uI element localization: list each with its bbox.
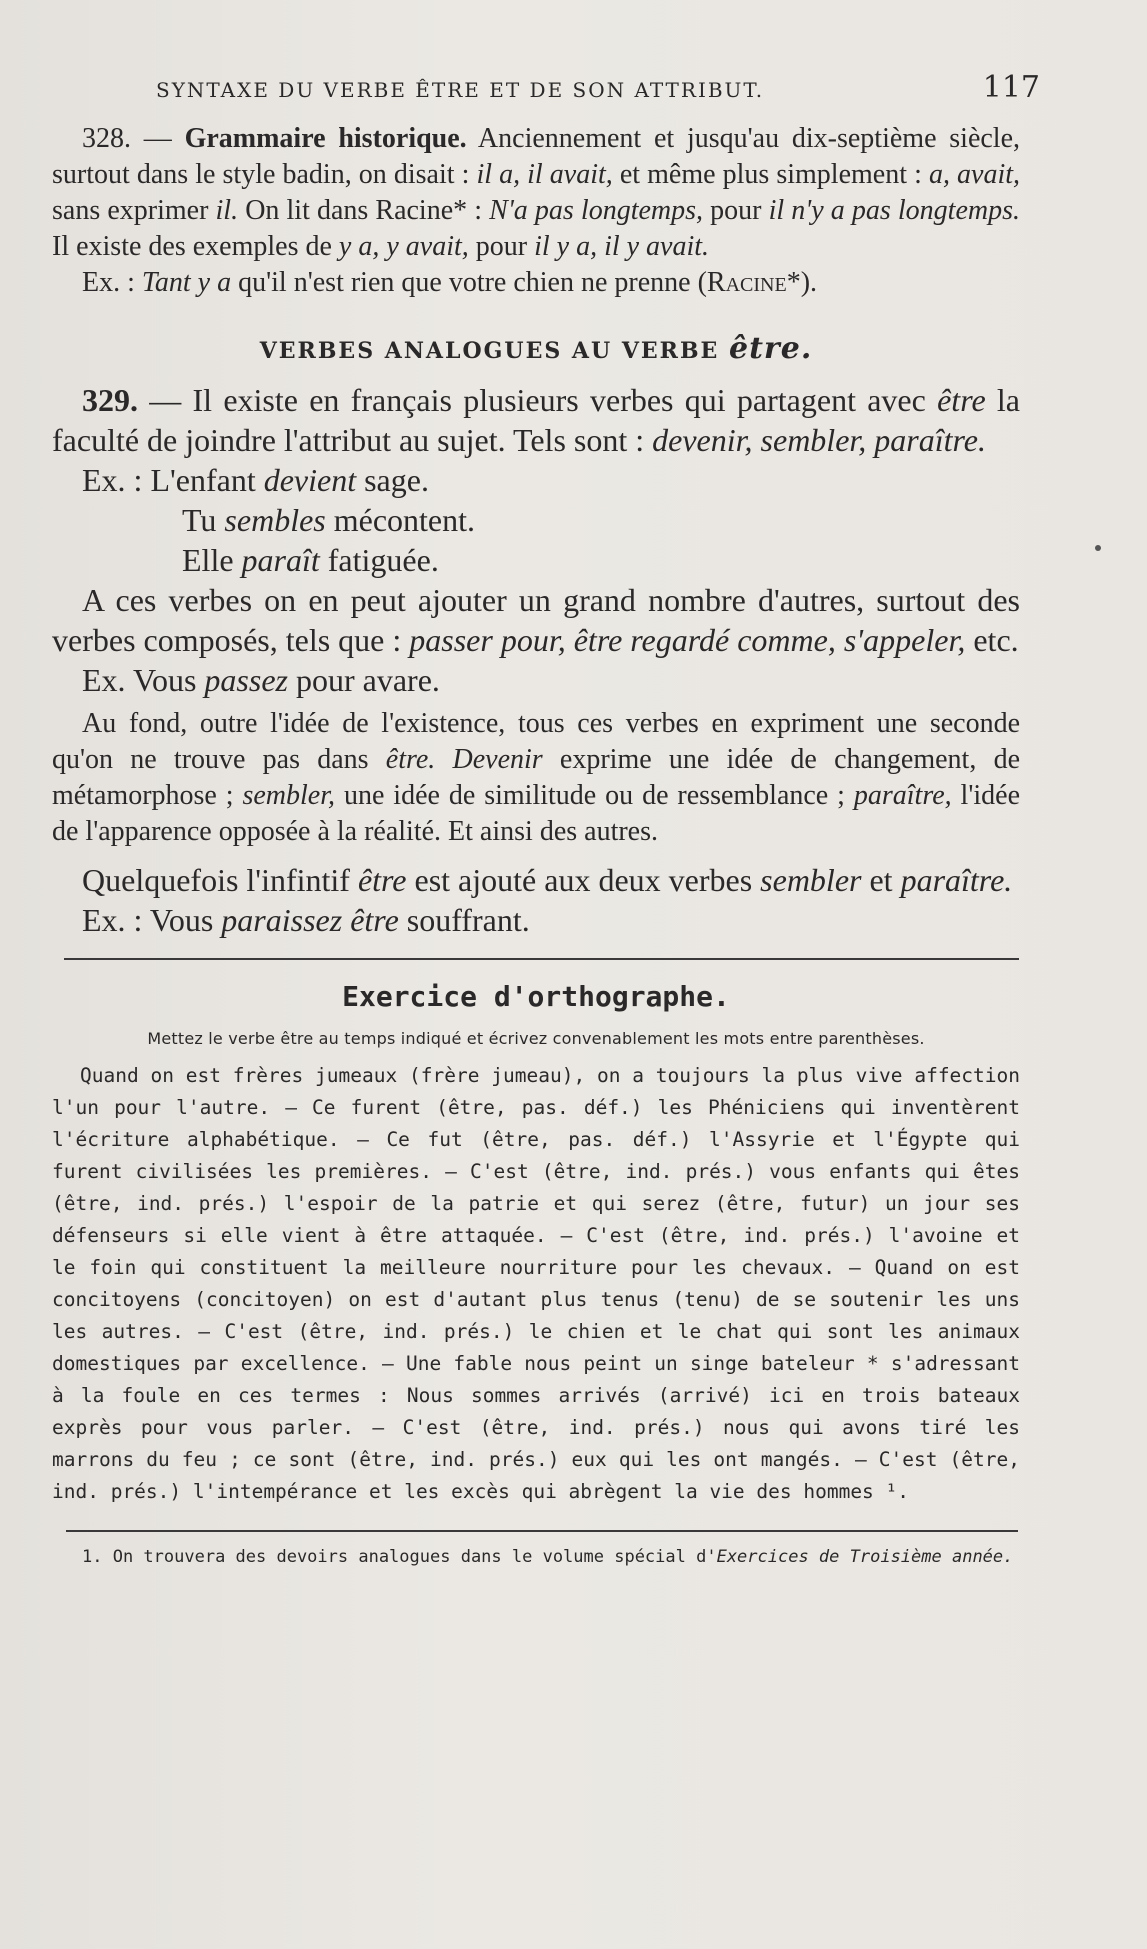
paragraph-329: 329. — Il existe en français plusieurs verbes qui partagent avec être la faculté de joindre l'attribut au sujet. Tels sont : devenir, sembler, paraître. bbox=[52, 382, 1021, 458]
ink-speck bbox=[1095, 545, 1101, 551]
exercise-instruction: Mettez le verbe être au temps indiqué et écrivez convenablement les mots entre parenthèses. bbox=[147, 1029, 925, 1048]
example-line: Elle paraît fatiguée. bbox=[182, 542, 439, 578]
footnote-divider bbox=[66, 1530, 1018, 1532]
footnote: 1. On trouvera des devoirs analogues dans le volume spécial d'Exercices de Troisième année. bbox=[82, 1547, 1014, 1567]
paragraph: A ces verbes on en peut ajouter un grand nombre d'autres, surtout des verbes composés, tels que : passer pour, être regardé comme, s'appeler, etc. bbox=[52, 582, 1020, 658]
paragraph-number: 328. bbox=[82, 123, 131, 154]
paragraph: Quelquefois l'infintif être est ajouté aux deux verbes sembler et paraître. bbox=[82, 862, 1013, 898]
paragraph-328: 328. — Grammaire historique. Anciennement et jusqu'au dix-septième siècle, surtout dans le style badin, on disait : il a, il avait, et même plus simplement : a, avait, sans exprimer il. On lit dans Racine* : N'a pas longtemps, pour il n'y a pas longtemps. Il existe des exemples de y a, y avait, pour il y a, il y avait. bbox=[52, 123, 1021, 262]
example-line: Ex. : L'enfant devient sage. bbox=[82, 462, 429, 498]
exercise-title: Exercice d'orthographe. bbox=[342, 980, 730, 1013]
example-line: Ex. : Vous paraissez être souffrant. bbox=[82, 902, 530, 938]
text-column bbox=[52, 70, 1040, 1570]
running-title: SYNTAXE DU VERBE ÊTRE ET DE SON ATTRIBUT. bbox=[156, 78, 765, 102]
paragraph-number: 329. bbox=[82, 382, 138, 418]
section-heading: VERBES ANALOGUES AU VERBE être. bbox=[259, 331, 813, 366]
example-line: Ex. : Tant y a qu'il n'est rien que votre chien ne prenne (Racine*). bbox=[82, 267, 818, 298]
exercise-text: Quand on est frères jumeaux (frère jumeau), on a toujours la plus vive affection l'un pour l'autre. — Ce furent (être, pas. déf.) les Phéniciens qui inventèrent l'écriture alphabétique. — Ce fut (être, pas. déf.) l'Assyrie et l'Égypte qui furent civilisées les premières. — C'est (être, ind. prés.) vous enfants qui êtes (être, ind. prés.) l'espoir de la patrie et qui serez (être, futur) un jour ses défenseurs si elle vient à être attaquée. — C'est (être, ind. prés.) l'avoine et le foin qui constituent la meilleure nourriture pour les chevaux. — Quand on est concitoyens (concitoyen) on est d'autant plus tenus (tenu) de se soutenir les uns les autres. — C'est (être, ind. prés.) le chien et le chat qui sont les animaux domestiques par excellence. — Une fable nous peint un singe bateleur * s'adressant à la foule en ces termes : Nous sommes arrivés (arrivé) ici en trois bateaux exprès pour vous parler. — C'est (être, ind. prés.) nous qui avons tiré les marrons du feu ; ce sont (être, ind. prés.) eux qui les ont mangés. — C'est (être, ind. prés.) l'intempérance et les excès qui abrègent la vie des hommes ¹. bbox=[52, 1064, 1020, 1503]
example-line: Ex. Vous passez pour avare. bbox=[82, 662, 440, 698]
paragraph-heading: Grammaire historique. bbox=[184, 123, 467, 154]
page-number: 117 bbox=[982, 70, 1040, 105]
example-line: Tu sembles mécontent. bbox=[182, 502, 476, 538]
running-header bbox=[52, 70, 1040, 105]
paragraph: Au fond, outre l'idée de l'existence, tous ces verbes en expriment une seconde qu'on ne trouve pas dans être. Devenir exprime une idée de changement, de métamorphose ; sembler, une idée de similitude ou de ressemblance ; paraître, l'idée de l'apparence opposée à la réalité. Et ainsi des autres. bbox=[52, 708, 1021, 847]
divider bbox=[64, 958, 1019, 960]
